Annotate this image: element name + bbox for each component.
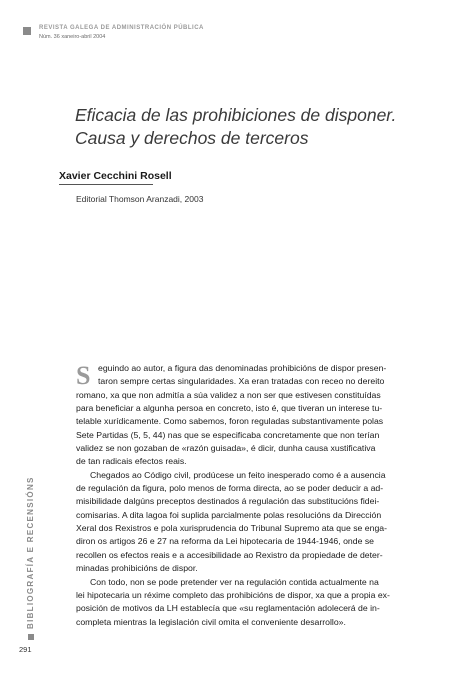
- section-label-text: BIBLIOGRAFÍA E RECENSIÓNS: [26, 476, 35, 629]
- body-line: eguindo ao autor, a figura das denominadas prohibicións de dispor presen-: [98, 363, 387, 373]
- body-line: de regulación da figura, polo menos de forma directa, ao se poder deducir a ad-: [76, 483, 384, 494]
- body-line: validez se non gozaban de «razón guisada», é dicir, dunha causa xustificativa: [76, 443, 376, 454]
- journal-header: [23, 25, 283, 49]
- journal-title: REVISTA GALEGA DE ADMINISTRACIÓN PÚBLICA: [39, 25, 204, 31]
- body-line: para beneficiar a algunha persoa en concreto, isto é, que tiveran un interese tu-: [76, 403, 383, 414]
- article-title: [75, 104, 405, 150]
- body-line: telable xurídicamente. Como sabemos, foron reguladas substantivamente polas: [76, 416, 384, 427]
- body-line: de tan radicais efectos reais.: [76, 456, 187, 467]
- body-line: taron sempre certas singularidades. Xa eran tratadas con receo no dereito: [98, 376, 385, 387]
- article-title-line-1: Eficacia de las prohibiciones de disponer.: [75, 105, 397, 125]
- body-line: posición de motivos da LH establecía que «su reglamentación adolecerá de in-: [76, 603, 380, 614]
- page-number: 291: [19, 645, 32, 654]
- body-line: lei hipotecaria un réxime completo das prohibicións de dispor, xa que a propia ex-: [76, 589, 390, 600]
- body-line: romano, xa que non admitía a súa validez a non ser que estivesen constituídas: [76, 389, 381, 400]
- body-line: diron os artigos 26 e 27 na reforma da Lei hipotecaria de 1944-1946, onde se: [76, 536, 374, 547]
- body-line: misibilidade dalgúns preceptos destinados á regulación das substitucións fidei-: [76, 496, 380, 507]
- author-name: Xavier Cecchini Rosell: [59, 170, 172, 182]
- body-line: Xeral dos Rexistros e pola xurisprudencia do Tribunal Supremo ata que se enga-: [76, 523, 387, 534]
- article-title-line-2: Causa y derechos de terceros: [75, 128, 309, 148]
- body-line: Con todo, non se pode pretender ver na regulación contida actualmente na: [90, 576, 379, 587]
- body-line: completa mientras la legislación civil omita el conveniente desarrollo».: [76, 616, 346, 627]
- body-line: recollen os efectos reais e a accesibilidade ao Rexistro da propiedade de deter-: [76, 549, 383, 560]
- section-label: [26, 476, 35, 640]
- body-line: minadas prohibicións de dispor.: [76, 563, 198, 574]
- drop-cap: S: [76, 361, 91, 390]
- body-line: comisarias. A dita lagoa foi suplida parcialmente polas resolucións da Dirección: [76, 509, 382, 520]
- article-body: [76, 362, 437, 629]
- header-square-icon: [23, 27, 31, 35]
- issue-line: Núm. 36 xaneiro-abril 2004: [39, 34, 106, 40]
- body-line: Chegados ao Código civil, prodúcese un feito inesperado como é a ausencia: [90, 469, 386, 480]
- section-square-icon: [28, 634, 34, 640]
- body-line: Sete Partidas (5, 5, 44) nas que se especificaba concretamente que non terían: [76, 429, 380, 440]
- author-rule: [59, 184, 153, 185]
- publisher-line: Editorial Thomson Aranzadi, 2003: [76, 194, 204, 204]
